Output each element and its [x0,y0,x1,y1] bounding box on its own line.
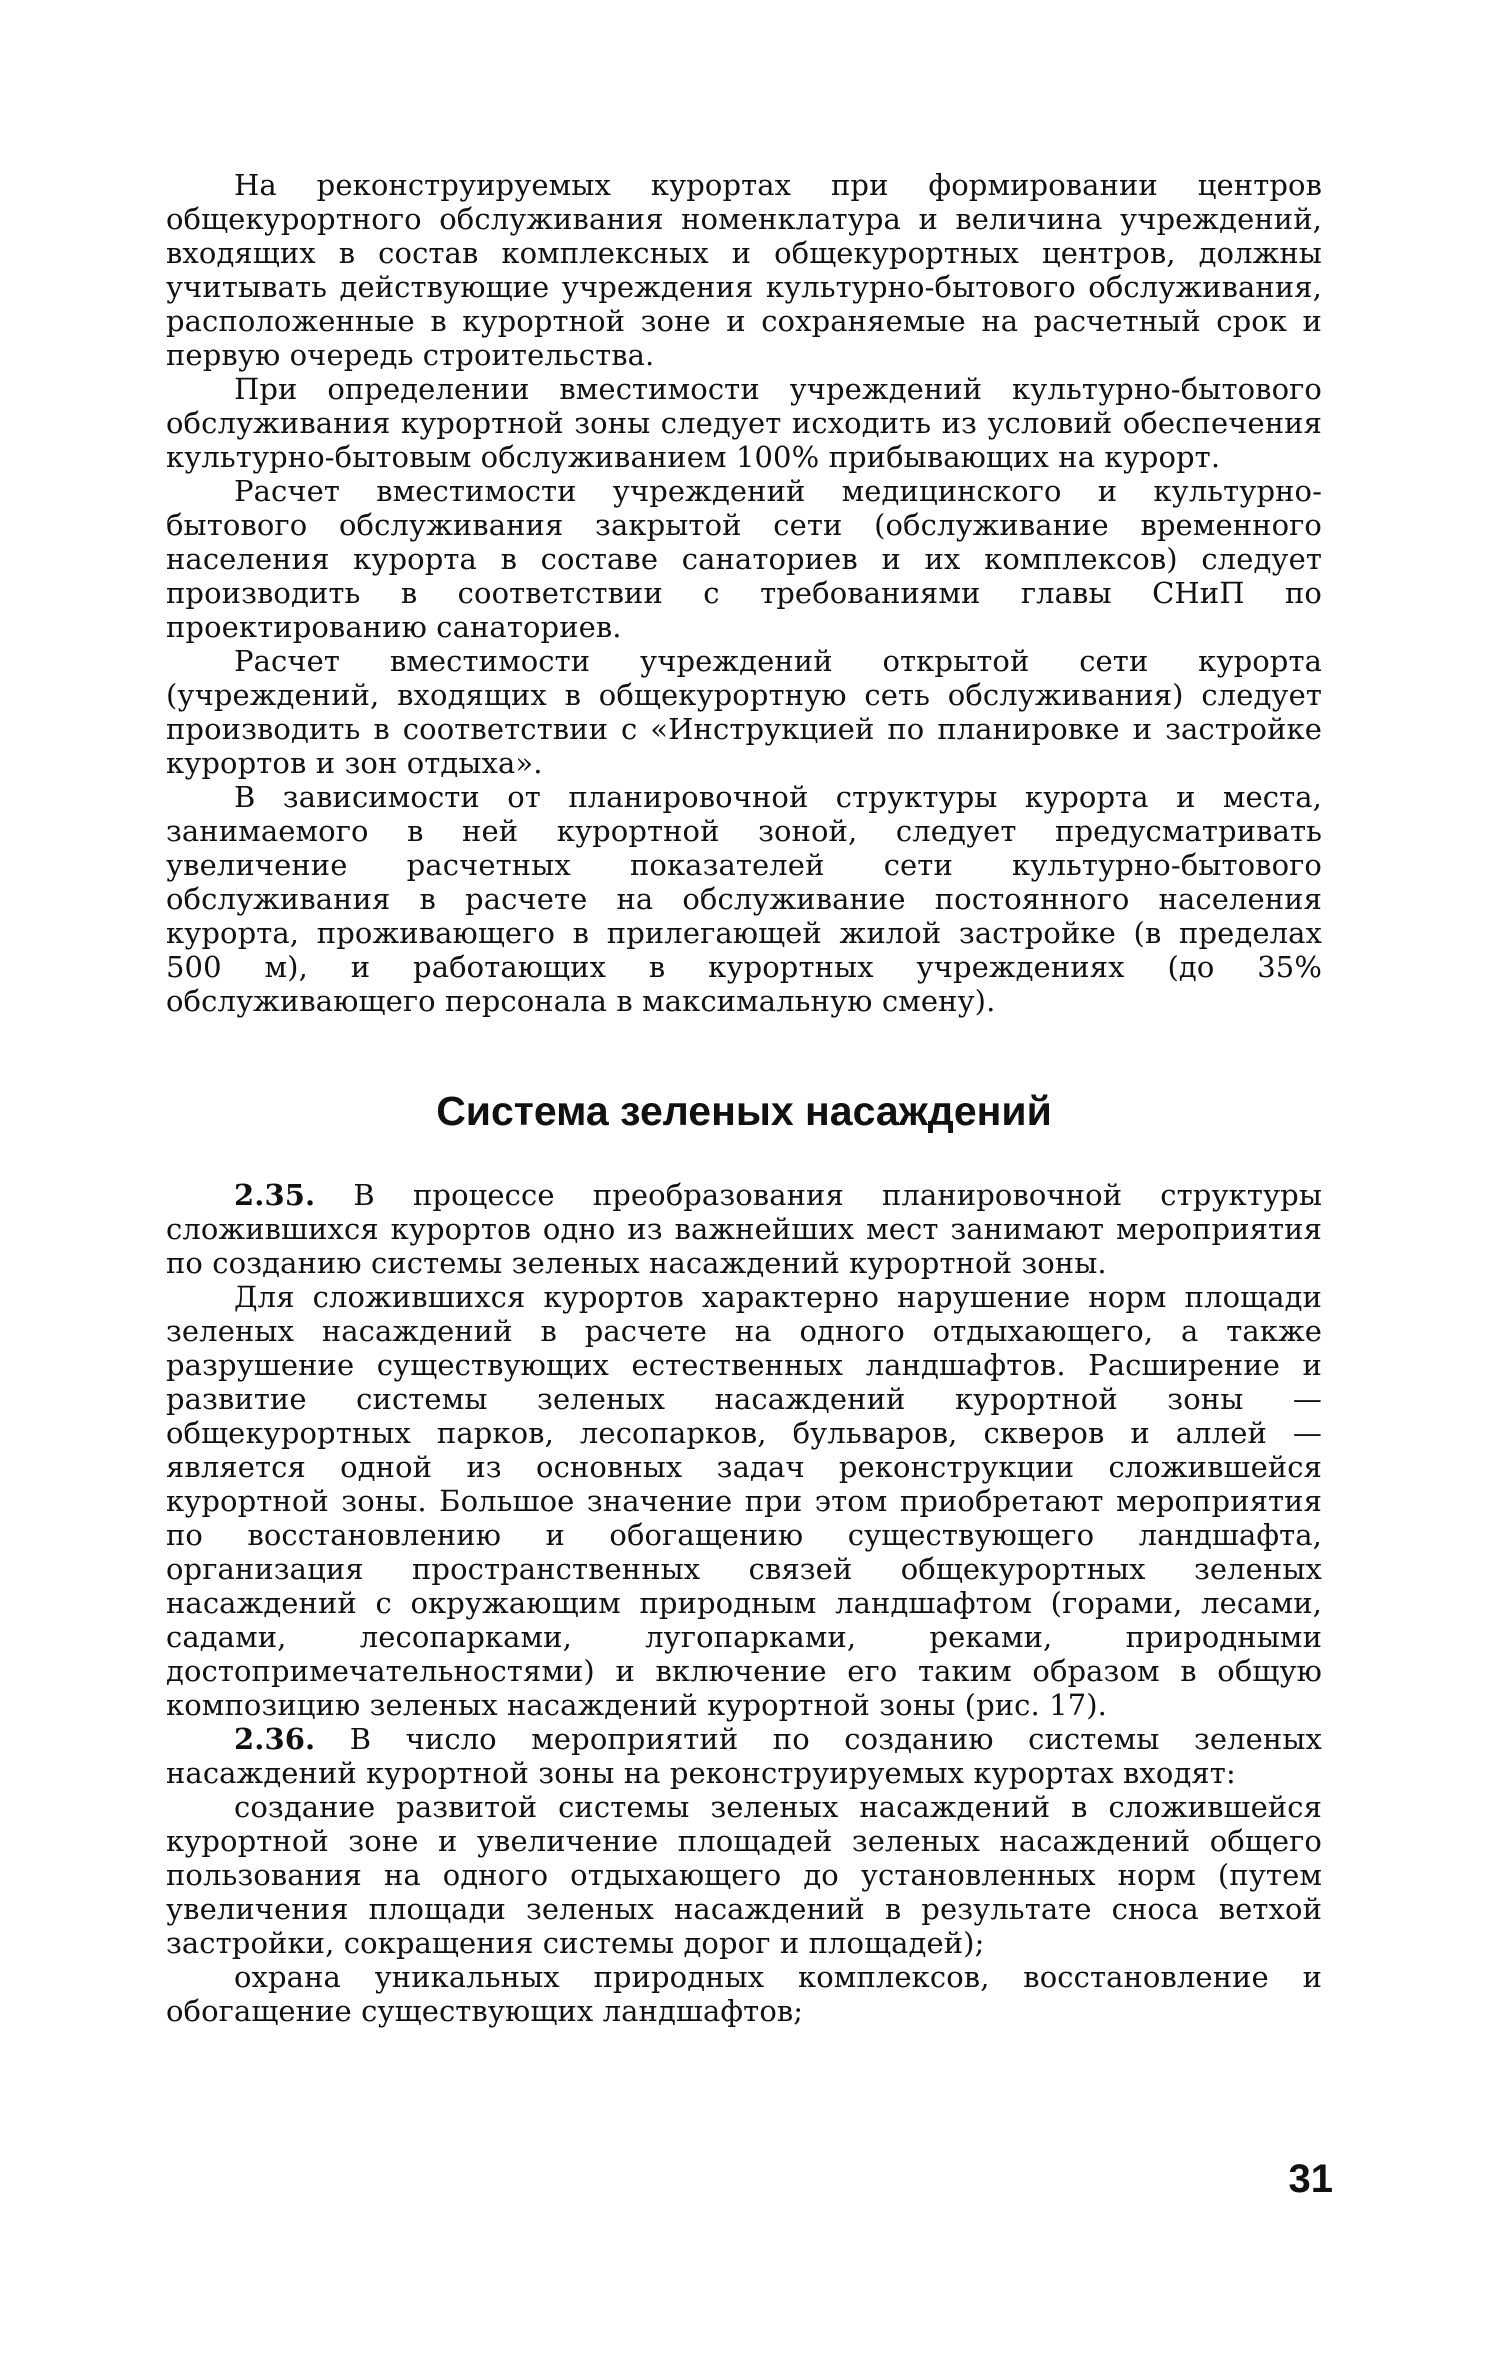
paragraph-open-network: Расчет вместимости учреждений открытой сети курорта (учреждений, входящих в общекурортную сеть обслуживания) следует производить в соответствии с «Инструкцией по планировке и застройке курортов и зон отдыха». [166,644,1322,780]
section-title: Система зеленых насаждений [436,1088,1052,1134]
paragraph-2-35-continued: Для сложившихся курортов характерно нарушение норм площади зеленых насаждений в расчете на одного отдыхающего, а также разрушение существующих естественных ландшафтов. Расширение и развитие системы зеленых насаждений курортной зоны — общекурортных парков, лесопарков, бульваров, скверов и аллей — является одной из основных задач реконструкции сложившейся курортной зоны. Большое значение при этом приобретают мероприятия по восстановлению и обогащению существующего ландшафта, организация пространственных связей общекурортных зеленых насаждений с окружающим природным ландшафтом (горами, лесами, садами, лесопарками, лугопарками, реками, природными достопримечательностями) и включение его таким образом в общую композицию зеленых насаждений курортной зоны (рис. 17). [166,1280,1322,1722]
page-number: 31 [1288,2157,1333,2201]
paragraph-2-36 [166,1722,1322,1790]
clause-number-2-35: 2.35. [234,1178,316,1212]
list-item: создание развитой системы зеленых насаждений в сложившейся курортной зоне и увеличение площадей зеленых насаждений общего пользования на одного отдыхающего до установленных норм (путем увеличения площади зеленых насаждений в результате сноса ветхой застройки, сокращения системы дорог и площадей); [166,1790,1322,1960]
page-body [166,168,1322,2318]
list-item: охрана уникальных природных комплексов, восстановление и обогащение существующих ландшафтов; [166,1960,1322,2028]
paragraph-2-35 [166,1178,1322,1280]
clause-text-2-36: В число мероприятий по созданию системы зеленых насаждений курортной зоны на реконструируемых курортах входят: [166,1722,1322,1790]
paragraph-centers: На реконструируемых курортах при формировании центров общекурортного обслуживания номенклатура и величина учреждений, входящих в состав комплексных и общекурортных центров, должны учитывать действующие учреждения культурно-бытового обслуживания, расположенные в курортной зоне и сохраняемые на расчетный срок и первую очередь строительства. [166,168,1322,372]
paragraph-capacity: При определении вместимости учреждений культурно-бытового обслуживания курортной зоны следует исходить из условий обеспечения культурно-бытовым обслуживанием 100% прибывающих на курорт. [166,372,1322,474]
clause-text-2-35: В процессе преобразования планировочной структуры сложившихся курортов одно из важнейших мест занимают мероприятия по созданию системы зеленых насаждений курортной зоны. [166,1178,1322,1280]
clause-number-2-36: 2.36. [234,1722,316,1756]
paragraph-planning-structure: В зависимости от планировочной структуры курорта и места, занимаемого в ней курортной зоной, следует предусматривать увеличение расчетных показателей сети культурно-бытового обслуживания в расчете на обслуживание постоянного населения курорта, проживающего в прилегающей жилой застройке (в пределах 500 м), и работающих в курортных учреждениях (до 35% обслуживающего персонала в максимальную смену). [166,780,1322,1018]
paragraph-closed-network: Расчет вместимости учреждений медицинского и культурно-бытового обслуживания закрытой сети (обслуживание временного населения курорта в составе санаториев и их комплексов) следует производить в соответствии с требованиями главы СНиП по проектированию санаториев. [166,474,1322,644]
